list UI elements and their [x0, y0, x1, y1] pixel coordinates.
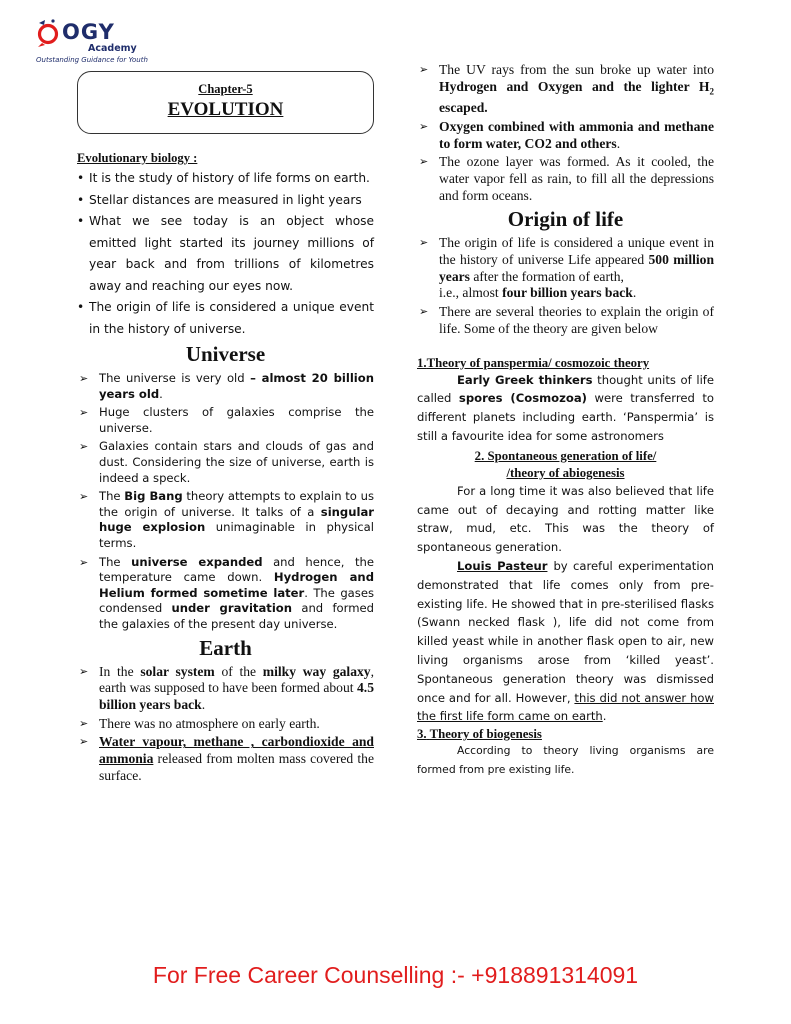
list-item: ➢ Galaxies contain stars and clouds of gas and dust. Considering the size of universe, earth is indeed a speck.: [77, 439, 374, 486]
list-item: • It is the study of history of life forms on earth.: [77, 168, 374, 190]
list-item: ➢ Water vapour, methane , carbondioxide and ammonia released from molten mass covered the surface.: [77, 734, 374, 784]
right-column: [417, 62, 714, 780]
list-item: ➢ The UV rays from the sun broke up water into Hydrogen and Oxygen and the lighter $H_2$ escaped.: [417, 62, 714, 117]
logo-tagline: Outstanding Guidance for Youth: [36, 56, 148, 64]
list-item: • Stellar distances are measured in light years: [77, 190, 374, 212]
theory-3-heading: 3. Theory of biogenesis: [417, 727, 542, 742]
list-item: ➢ There are several theories to explain the origin of life. Some of the theory are given below: [417, 304, 714, 337]
logo-brand: OGY: [62, 20, 115, 44]
list-item: ➢ The origin of life is considered a unique event in the history of universe Life appeared 500 million years after the formation of earth, i.e., almost four billion years back.: [417, 235, 714, 302]
list-item: ➢ There was no atmosphere on early earth.: [77, 716, 374, 733]
list-item: ➢ In the solar system of the milky way galaxy, earth was supposed to have been formed about 4.5 billion years back.: [77, 664, 374, 714]
earth-list: [77, 664, 374, 785]
chapter-header-box: [77, 71, 374, 134]
list-item: ➢ Oxygen combined with ammonia and methane to form water, CO2 and others.: [417, 119, 714, 152]
list-item: • What we see today is an object whose emitted light started its journey millions of year back and from trillions of kilometres away and reaching our eyes now.: [77, 211, 374, 297]
theory-1-text: Early Greek thinkers thought units of life called spores (Cosmozoa) were transferred to different planets including earth. ‘Panspermia’ is still a favourite idea for some astronomers: [417, 372, 715, 443]
theory-1-heading: 1.Theory of panspermia/ cosmozoic theory: [417, 355, 650, 370]
atmosphere-list: [417, 62, 714, 204]
list-item: ➢ The universe is very old – almost 20 billion years old.: [77, 371, 374, 402]
theory-3-text: According to theory living organisms are formed from pre existing life.: [417, 744, 714, 776]
logo-academy: Academy: [88, 43, 137, 54]
theory-2-para-2: Louis Pasteur by careful experimentation demonstrated that life comes only from pre-existing life. He showed that in pre-sterilised flasks (Swann necked flask ), life did not come from killed yeast while in another flask open to air, new living organisms arose from ‘killed yeast’. Spontaneous generation theory was dismissed once and for all. However, this did not answer how the first life form came on earth.: [417, 558, 714, 724]
footer-counselling: For Free Career Counselling :- +918891314091: [152, 962, 639, 988]
origin-list: [417, 235, 714, 337]
left-column: [77, 151, 374, 786]
universe-title: Universe: [185, 342, 266, 366]
logo-mark-icon: [36, 18, 60, 48]
list-item: ➢ Huge clusters of galaxies comprise the universe.: [77, 405, 374, 436]
list-item: ➢ The universe expanded and hence, the temperature came down. Hydrogen and Helium formed sometime later. The gases condensed under gravitation and formed the galaxies of the present day universe.: [77, 555, 374, 633]
earth-title: Earth: [199, 635, 252, 660]
evolutionary-biology-list: [77, 168, 374, 340]
ogy-academy-logo: [36, 12, 146, 64]
chapter-title: EVOLUTION: [167, 99, 284, 120]
universe-list: [77, 371, 374, 633]
theory-2-heading: 2. Spontaneous generation of life/ /theory of abiogenesis: [474, 448, 657, 480]
list-item: • The origin of life is considered a unique event in the history of universe.: [77, 297, 374, 340]
evolutionary-biology-heading: Evolutionary biology :: [77, 151, 198, 165]
chapter-label: Chapter-5: [198, 82, 253, 96]
theory-2-para-1: For a long time it was also believed that life came out of decaying and rotting matter like straw, mud, etc. This was the theory of spontaneous generation.: [417, 483, 714, 555]
origin-of-life-title: Origin of life: [507, 207, 624, 232]
list-item: ➢ The Big Bang theory attempts to explain to us the origin of universe. It talks of a singular huge explosion unimaginable in physical terms.: [77, 489, 374, 551]
list-item: ➢ The ozone layer was formed. As it cooled, the water vapor fell as rain, to fill all the depressions and form oceans.: [417, 154, 714, 204]
